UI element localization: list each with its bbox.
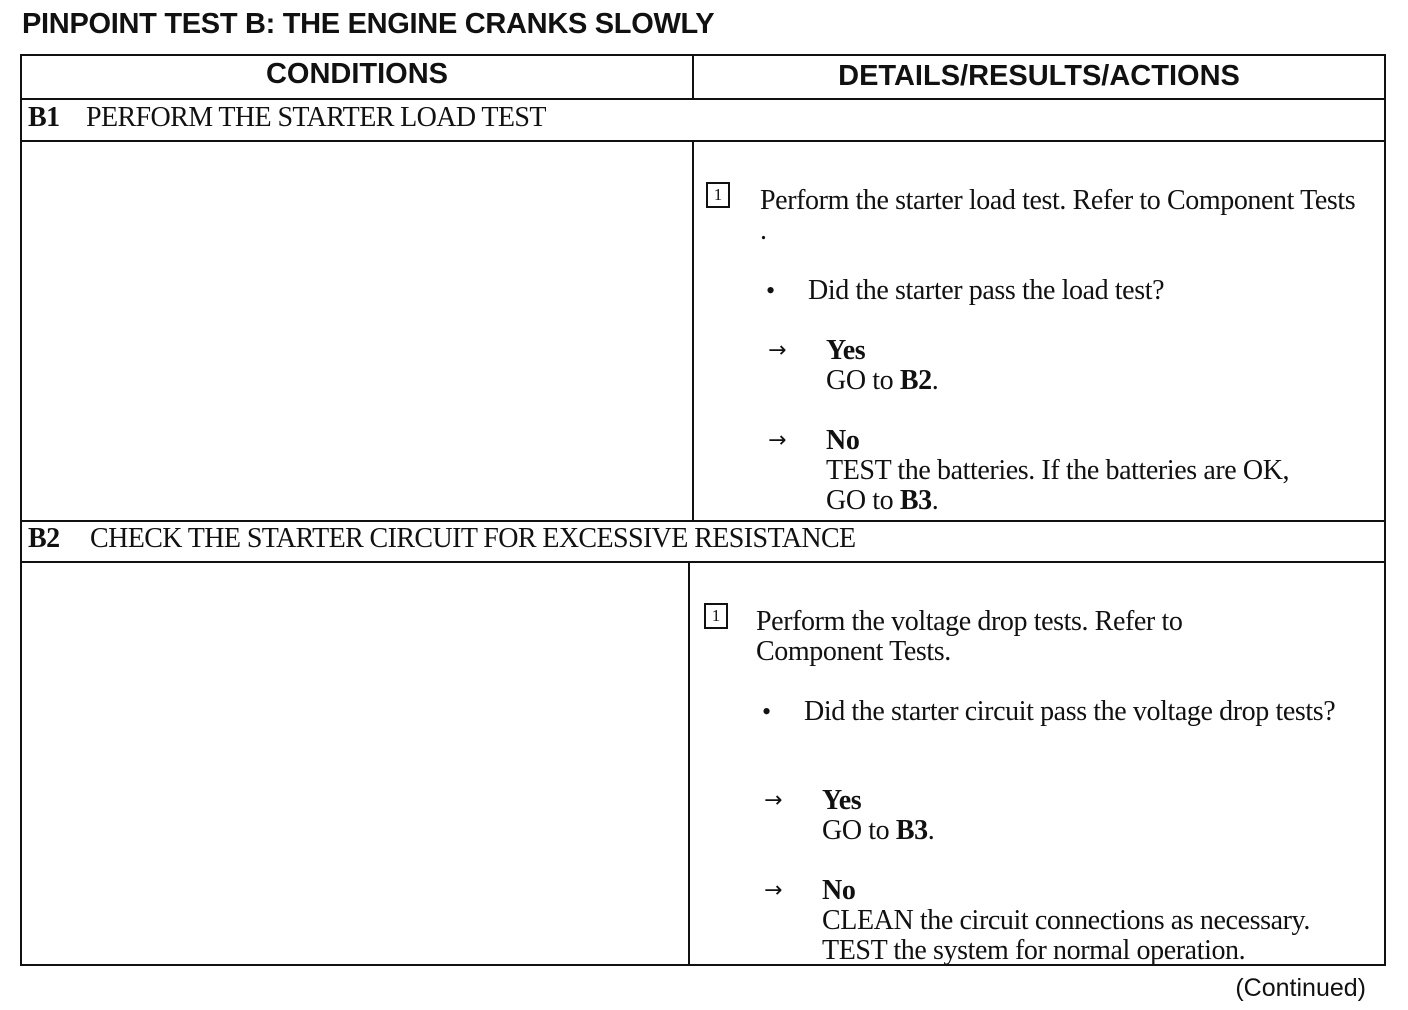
continued-note: (Continued) xyxy=(1235,974,1366,1002)
no-action-suffix: . xyxy=(931,485,939,516)
step-b1-divider xyxy=(20,140,1386,142)
no-result xyxy=(822,876,1372,966)
yes-label: Yes xyxy=(826,335,866,366)
question-text: Did the starter circuit pass the voltage drop tests? xyxy=(804,696,1336,727)
page-title: PINPOINT TEST B: THE ENGINE CRANKS SLOWLY xyxy=(22,8,715,40)
yes-action xyxy=(822,816,1362,846)
arrow-right-icon: → xyxy=(768,428,787,453)
details-header: DETAILS/RESULTS/ACTIONS xyxy=(838,60,1240,92)
no-action-prefix: GO to xyxy=(826,485,900,516)
b1-column-divider xyxy=(692,140,694,521)
step-b2-divider xyxy=(20,561,1386,563)
yes-result xyxy=(826,336,1366,396)
yes-action-target: B3 xyxy=(895,815,928,846)
action-number-box: 1 xyxy=(704,603,728,629)
arrow-right-icon: → xyxy=(764,878,783,903)
arrow-right-icon: → xyxy=(764,788,783,813)
step-id: B1 xyxy=(28,102,60,133)
yes-action-suffix: . xyxy=(927,815,935,846)
no-action-line: TEST the batteries. If the batteries are OK, xyxy=(826,455,1290,486)
step-b2-top-divider xyxy=(20,520,1386,522)
bullet-icon: • xyxy=(762,697,772,726)
yes-action-prefix: GO to xyxy=(826,365,900,396)
arrow-right-icon: → xyxy=(768,338,787,363)
conditions-header: CONDITIONS xyxy=(265,58,449,90)
action-text: Perform the voltage drop tests. Refer to Component Tests. xyxy=(756,606,1183,667)
no-result xyxy=(826,426,1376,516)
no-label: No xyxy=(822,875,856,906)
action-text: Perform the starter load test. Refer to Component Tests . xyxy=(760,185,1356,246)
bullet-icon: • xyxy=(766,276,776,305)
b2-column-divider xyxy=(688,561,690,966)
yes-action xyxy=(826,366,1366,396)
step-id: B2 xyxy=(28,523,60,554)
header-divider xyxy=(20,98,1386,100)
question-text: Did the starter pass the load test? xyxy=(808,275,1165,306)
no-action-target: B3 xyxy=(899,485,932,516)
step-b1-heading xyxy=(28,102,546,134)
no-label: No xyxy=(826,425,860,456)
yes-result xyxy=(822,786,1362,846)
no-action-line: TEST the system for normal operation. xyxy=(822,935,1246,966)
no-action-goto xyxy=(826,486,1376,516)
yes-label: Yes xyxy=(822,785,862,816)
yes-action-target: B2 xyxy=(899,365,932,396)
no-action-line: CLEAN the circuit connections as necessary. xyxy=(822,905,1310,936)
yes-action-prefix: GO to xyxy=(822,815,896,846)
action-number-box: 1 xyxy=(706,182,730,208)
yes-action-suffix: . xyxy=(931,365,939,396)
step-b2-heading xyxy=(28,523,856,555)
step-title: CHECK THE STARTER CIRCUIT FOR EXCESSIVE RESISTANCE xyxy=(90,523,856,554)
step-title: PERFORM THE STARTER LOAD TEST xyxy=(86,102,546,133)
